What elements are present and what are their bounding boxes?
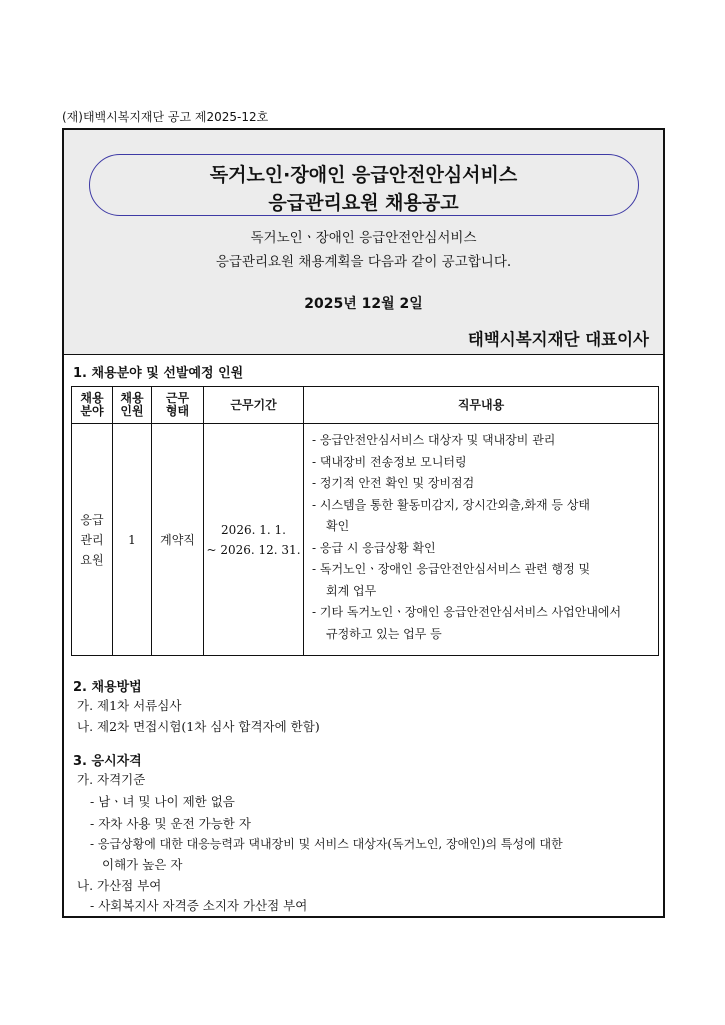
section2-item-1: 가. 제1차 서류심사 xyxy=(77,698,182,713)
section1-title: 1. 채용분야 및 선발예정 인원 xyxy=(73,366,244,381)
notice-frame xyxy=(62,128,665,918)
header-type-line1: 근무 xyxy=(165,391,190,405)
qualification-item-2: - 자차 사용 및 운전 가능한 자 xyxy=(90,816,251,831)
cell-field-line3: 요원 xyxy=(80,552,104,567)
cell-period-start: 2026. 1. 1. xyxy=(221,522,286,537)
section3-sub-a: 가. 자격기준 xyxy=(77,772,146,787)
cell-field xyxy=(72,424,113,656)
duty-item-2: - 댁내장비 전송정보 모니터링 xyxy=(312,454,467,469)
cell-field-line1: 응급 xyxy=(80,512,104,527)
section2-item-2: 나. 제2차 면접시험(1차 심사 합격자에 한함) xyxy=(77,719,320,734)
notice-date: 2025년 12월 2일 xyxy=(304,296,423,312)
qualification-item-1: - 남ㆍ녀 및 나이 제한 없음 xyxy=(90,794,235,809)
table-row xyxy=(72,424,659,656)
section3-sub-b: 나. 가산점 부여 xyxy=(77,878,162,893)
notice-title-line1: 독거노인·장애인 응급안전안심서비스 xyxy=(209,164,518,186)
header-field-line1: 채용 xyxy=(80,391,104,405)
bonus-item-1: - 사회복지사 자격증 소지자 가산점 부여 xyxy=(90,898,308,913)
cell-count: 1 xyxy=(113,424,152,656)
section2-title: 2. 채용방법 xyxy=(73,680,142,695)
notice-title-line2: 응급관리요원 채용공고 xyxy=(268,192,459,214)
header-count-line2: 인원 xyxy=(120,404,144,418)
duty-item-7: - 기타 독거노인ㆍ장애인 응급안전안심서비스 사업안내에서 xyxy=(312,605,622,619)
header-type xyxy=(152,387,204,424)
notice-number: (재)태백시복지재단 공고 제2025-12호 xyxy=(62,110,269,124)
intro-line1: 독거노인ㆍ장애인 응급안전안심서비스 xyxy=(250,230,477,246)
header-count-line1: 채용 xyxy=(120,391,144,405)
cell-period xyxy=(204,424,304,656)
duty-item-5: - 응급 시 응급상황 확인 xyxy=(312,540,436,555)
duty-item-4: - 시스템을 통한 활동미감지, 장시간외출,화재 등 상태 xyxy=(312,497,591,512)
intro-line2: 응급관리요원 채용계획을 다음과 같이 공고합니다. xyxy=(215,254,512,270)
duty-item-3: - 정기적 안전 확인 및 장비점검 xyxy=(312,476,475,490)
header-count xyxy=(113,387,152,424)
header-field xyxy=(72,387,113,424)
header-type-line2: 형태 xyxy=(165,404,190,418)
duty-item-4-cont: 확인 xyxy=(326,519,350,533)
recruitment-table xyxy=(71,386,659,656)
duty-item-7-cont: 규정하고 있는 업무 등 xyxy=(326,626,442,641)
organization-name: 태백시복지재단 대표이사 xyxy=(467,330,649,349)
cell-type: 계약직 xyxy=(152,424,204,656)
qualification-item-3-cont: 이해가 높은 자 xyxy=(102,857,183,872)
duty-item-6: - 독거노인ㆍ장애인 응급안전안심서비스 관련 행정 및 xyxy=(312,562,591,576)
header-period: 근무기간 xyxy=(204,387,304,424)
section3-title: 3. 응시자격 xyxy=(73,754,142,769)
header-field-line2: 분야 xyxy=(80,404,104,418)
notice-header xyxy=(64,130,663,355)
cell-field-line2: 관리 xyxy=(80,532,104,547)
qualification-item-3: - 응급상황에 대한 대응능력과 댁내장비 및 서비스 대상자(독거노인, 장애인)의 특성에 대한 xyxy=(90,837,563,851)
cell-period-end: ~ 2026. 12. 31. xyxy=(206,542,301,557)
table-header-row xyxy=(72,387,659,424)
duty-item-6-cont: 회계 업무 xyxy=(326,583,377,598)
cell-duties xyxy=(304,424,659,656)
header-duties: 직무내용 xyxy=(304,387,659,424)
duty-item-1: - 응급안전안심서비스 대상자 및 댁내장비 관리 xyxy=(312,433,556,447)
